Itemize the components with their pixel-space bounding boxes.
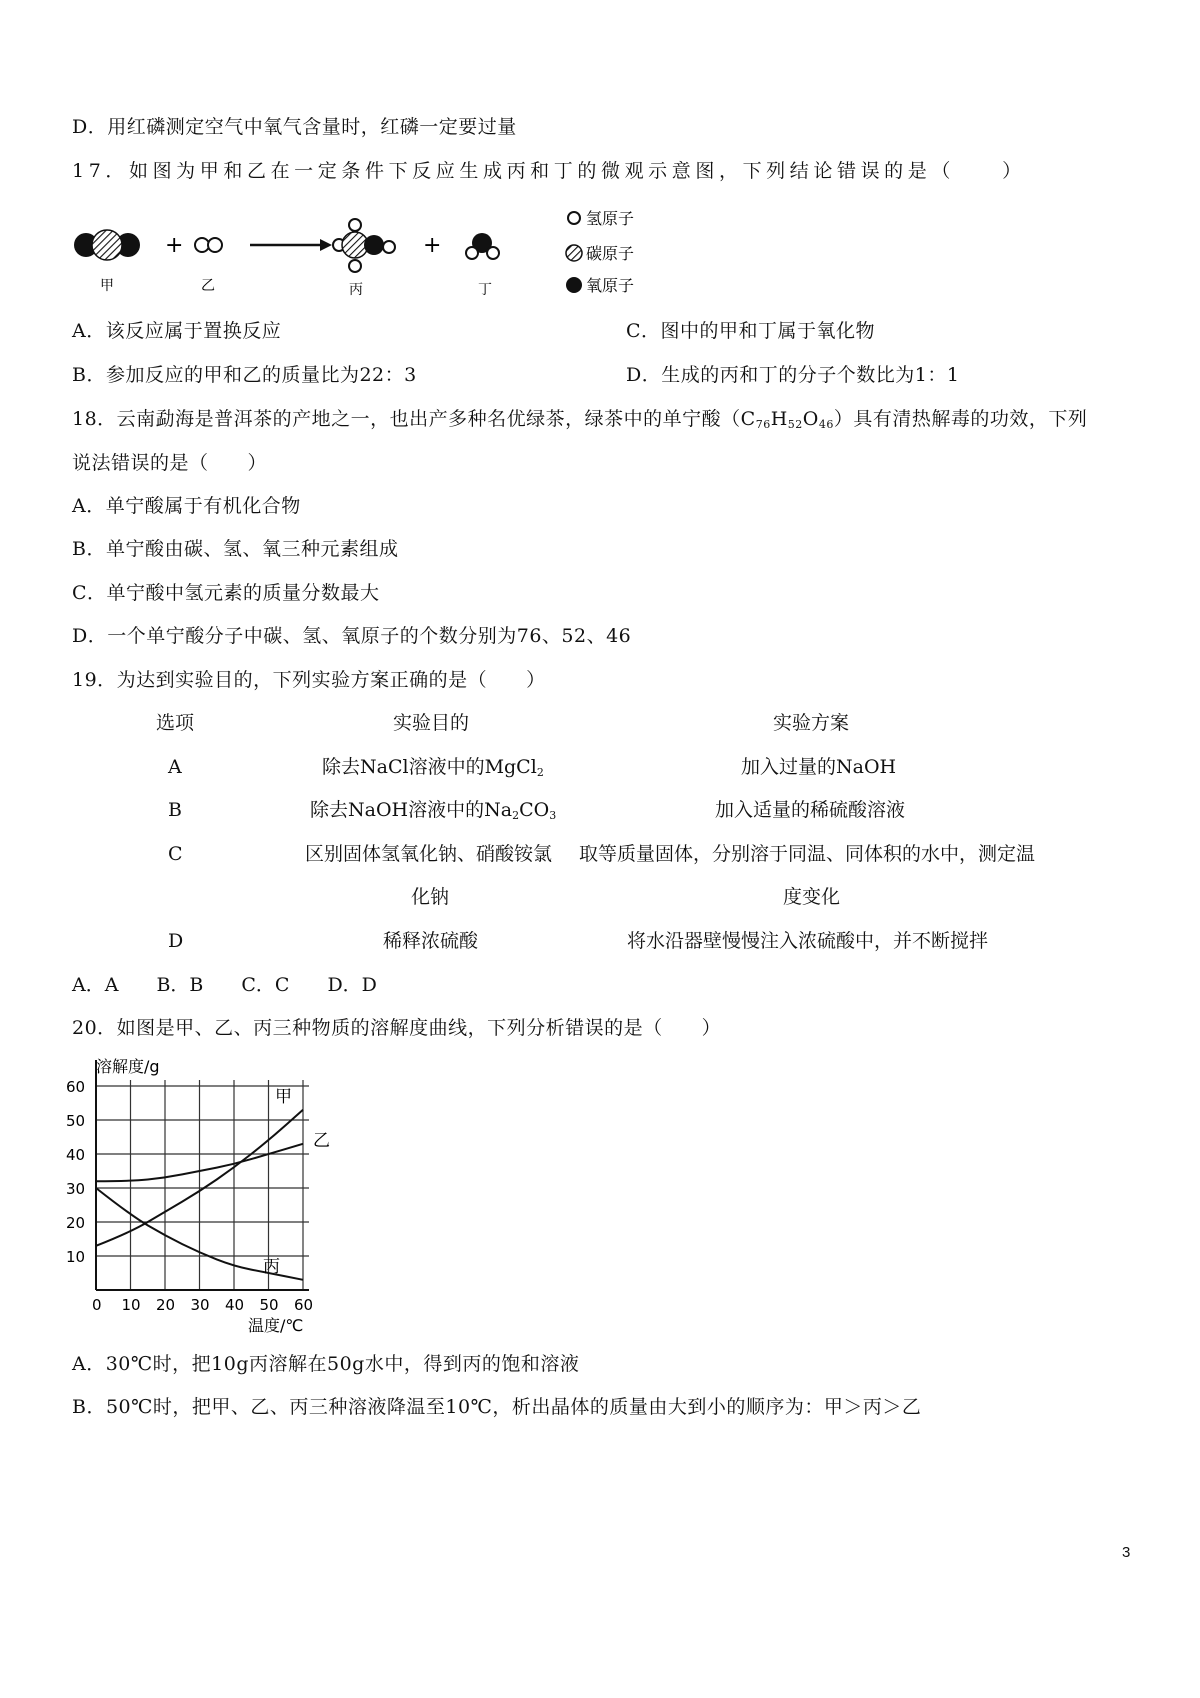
x-tick-label: 40 — [225, 1296, 245, 1314]
series-label-甲: 甲 — [275, 1086, 292, 1107]
row-d-plan: 将水沿器壁慢慢注入浓硫酸中，并不断搅拌 — [627, 930, 989, 952]
x-tick-label: 60 — [294, 1296, 314, 1314]
q17-option-b: B．参加反应的甲和乙的质量比为22：3 — [72, 364, 417, 386]
q20-option-b: B．50℃时，把甲、乙、丙三种溶液降温至10℃，析出晶体的质量由大到小的顺序为：甲＞丙＞乙 — [72, 1396, 922, 1418]
plus-sign-1: + — [165, 233, 184, 258]
y-tick-label: 20 — [66, 1214, 86, 1232]
row-d-option: D — [168, 930, 184, 952]
plus-sign-2: + — [423, 233, 442, 258]
label-yi: 乙 — [201, 278, 215, 294]
solubility-chart — [60, 1050, 340, 1340]
label-ding: 丁 — [478, 282, 492, 298]
x-tick-label: 50 — [259, 1296, 279, 1314]
row-c-plan-line1: 取等质量固体，分别溶于同温、同体积的水中，测定温 — [579, 843, 1036, 865]
molecule-bing — [333, 219, 395, 272]
molecule-yi — [195, 238, 222, 252]
y-tick-label: 10 — [66, 1248, 86, 1266]
q17-option-a: A．该反应属于置换反应 — [72, 320, 282, 342]
q18-option-d: D．一个单宁酸分子中碳、氢、氧原子的个数分别为76、52、46 — [72, 625, 632, 647]
molecule-jia — [74, 230, 140, 260]
chart-x-axis-label: 温度/℃ — [248, 1316, 304, 1335]
row-b-purpose: 除去NaOH溶液中的$Na_2CO_3$ — [310, 799, 557, 822]
label-jia: 甲 — [100, 278, 114, 294]
reaction-arrow — [250, 239, 332, 251]
row-c-option: C — [168, 843, 183, 865]
page-number: 3 — [1122, 1544, 1131, 1561]
q18-stem-line1: 18．云南勐海是普洱茶的产地之一，也出产多种名优绿茶，绿茶中的单宁酸$(C_{76}H_{52}O_{46})$具有清热解毒的功效，下列 — [72, 408, 1088, 431]
table-header-option: 选项 — [156, 712, 195, 734]
y-tick-label: 40 — [66, 1146, 86, 1164]
q18-option-a: A．单宁酸属于有机化合物 — [72, 495, 301, 517]
label-bing: 丙 — [349, 282, 363, 298]
row-a-purpose: 除去NaCl溶液中的MgCl$_2$ — [322, 756, 544, 779]
x-tick-label: 10 — [121, 1296, 141, 1314]
x-tick-label: 30 — [190, 1296, 210, 1314]
q17-reaction-diagram — [70, 195, 690, 310]
y-tick-label: 50 — [66, 1112, 86, 1130]
atom-legend — [566, 209, 634, 295]
q17-option-d: D．生成的丙和丁的分子个数比为1：1 — [626, 364, 960, 386]
series-label-丙: 丙 — [263, 1256, 280, 1277]
x-tick-label: 20 — [156, 1296, 176, 1314]
q18-option-c: C．单宁酸中氢元素的质量分数最大 — [72, 582, 380, 604]
q20-stem: 20．如图是甲、乙、丙三种物质的溶解度曲线，下列分析错误的是（ ） — [72, 1017, 722, 1039]
q17-stem: 17．如图为甲和乙在一定条件下反应生成丙和丁的微观示意图，下列结论错误的是（ ） — [72, 160, 1026, 182]
q18-option-b: B．单宁酸由碳、氢、氧三种元素组成 — [72, 538, 399, 560]
row-a-option: A — [168, 756, 182, 778]
q17-option-c: C．图中的甲和丁属于氧化物 — [626, 320, 876, 342]
row-a-plan: 加入过量的NaOH — [741, 756, 897, 778]
row-b-plan: 加入适量的稀硫酸溶液 — [715, 799, 906, 821]
row-c-purpose-line1: 区别固体氢氧化钠、硝酸铵氯 — [305, 843, 553, 865]
prev-option-d: D．用红磷测定空气中氧气含量时，红磷一定要过量 — [72, 116, 517, 138]
table-header-plan: 实验方案 — [773, 712, 850, 734]
row-c-purpose-line2: 化钠 — [411, 886, 450, 908]
q19-answer-options: A．A B．B C．C D．D — [72, 974, 377, 996]
table-header-purpose: 实验目的 — [393, 712, 470, 734]
chart-y-axis-label: 溶解度/g — [96, 1057, 160, 1076]
y-tick-label: 60 — [66, 1078, 86, 1096]
row-b-option: B — [168, 799, 182, 821]
row-c-plan-line2: 度变化 — [783, 886, 841, 908]
q20-option-a: A．30℃时，把10g丙溶解在50g水中，得到丙的饱和溶液 — [72, 1353, 580, 1375]
q19-stem: 19．为达到实验目的，下列实验方案正确的是（ ） — [72, 669, 546, 691]
molecule-ding — [466, 233, 499, 259]
series-label-乙: 乙 — [313, 1130, 330, 1151]
q18-stem-line2: 说法错误的是（ ） — [72, 452, 268, 474]
x-tick-label: 0 — [92, 1296, 102, 1314]
legend-oxygen: 氧原子 — [586, 276, 635, 295]
row-d-purpose: 稀释浓硫酸 — [383, 930, 479, 952]
legend-hydrogen: 氢原子 — [586, 209, 635, 228]
legend-carbon: 碳原子 — [586, 244, 635, 263]
y-tick-label: 30 — [66, 1180, 86, 1198]
